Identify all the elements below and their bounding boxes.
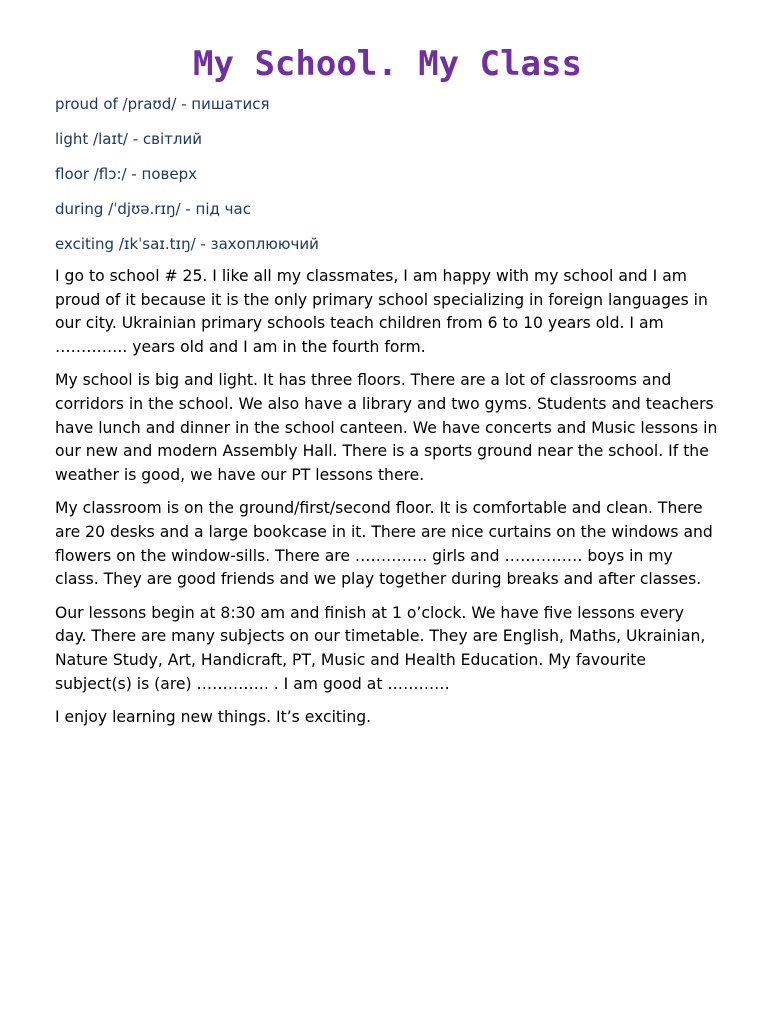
paragraph-closing: I enjoy learning new things. It’s exciting. <box>55 708 372 727</box>
vocab-item-light: light /laɪt/ - світлий <box>55 130 202 148</box>
paragraph-school-building: My school is big and light. It has three floors. There are a lot of classrooms and corridors in the school. We also have a library and two gyms. Students and teachers have lunch and dinner in the school canteen. We have concerts and Music lessons in our new and modern Assembly Hall. There is a sports ground near the school. If the weather is good, we have our PT lessons there. <box>55 371 718 484</box>
paragraph-school-intro: I go to school # 25. I like all my classmates, I am happy with my school and I am proud of it because it is the only primary school specializing in foreign languages in our city. Ukrainian primary schools teach children from 6 to 10 years old. I am ………….. years old and I am in the fourth form. <box>55 267 708 356</box>
vocab-item-floor: floor /flɔ:/ - поверх <box>55 165 197 183</box>
paragraph-lessons: Our lessons begin at 8:30 am and finish at 1 o’clock. We have five lessons every day. There are many subjects on our timetable. They are English, Maths, Ukrainian, Nature Study, Art, Handicraft, PT, Music and Health Education. My favourite subject(s) is (are) ………….. . I am good at ………… <box>55 603 706 693</box>
document-page <box>55 40 720 740</box>
page-title: My School. My Class <box>193 44 582 84</box>
vocabulary-list <box>55 94 720 254</box>
vocab-item-during: during /ˈdjʊə.rɪŋ/ - під час <box>55 200 251 218</box>
paragraph-classroom: My classroom is on the ground/first/second floor. It is comfortable and clean. There are 20 desks and a large bookcase in it. There are nice curtains on the windows and flowers on the window-sills. There are ………….. girls and …………… boys in my class. They are good friends and we play together during breaks and after classes. <box>55 499 713 589</box>
vocab-item-proud-of: proud of /praʊd/ - пишатися <box>55 95 270 113</box>
vocab-item-exciting: exciting /ɪkˈsaɪ.tɪŋ/ - захоплюючий <box>55 235 319 253</box>
